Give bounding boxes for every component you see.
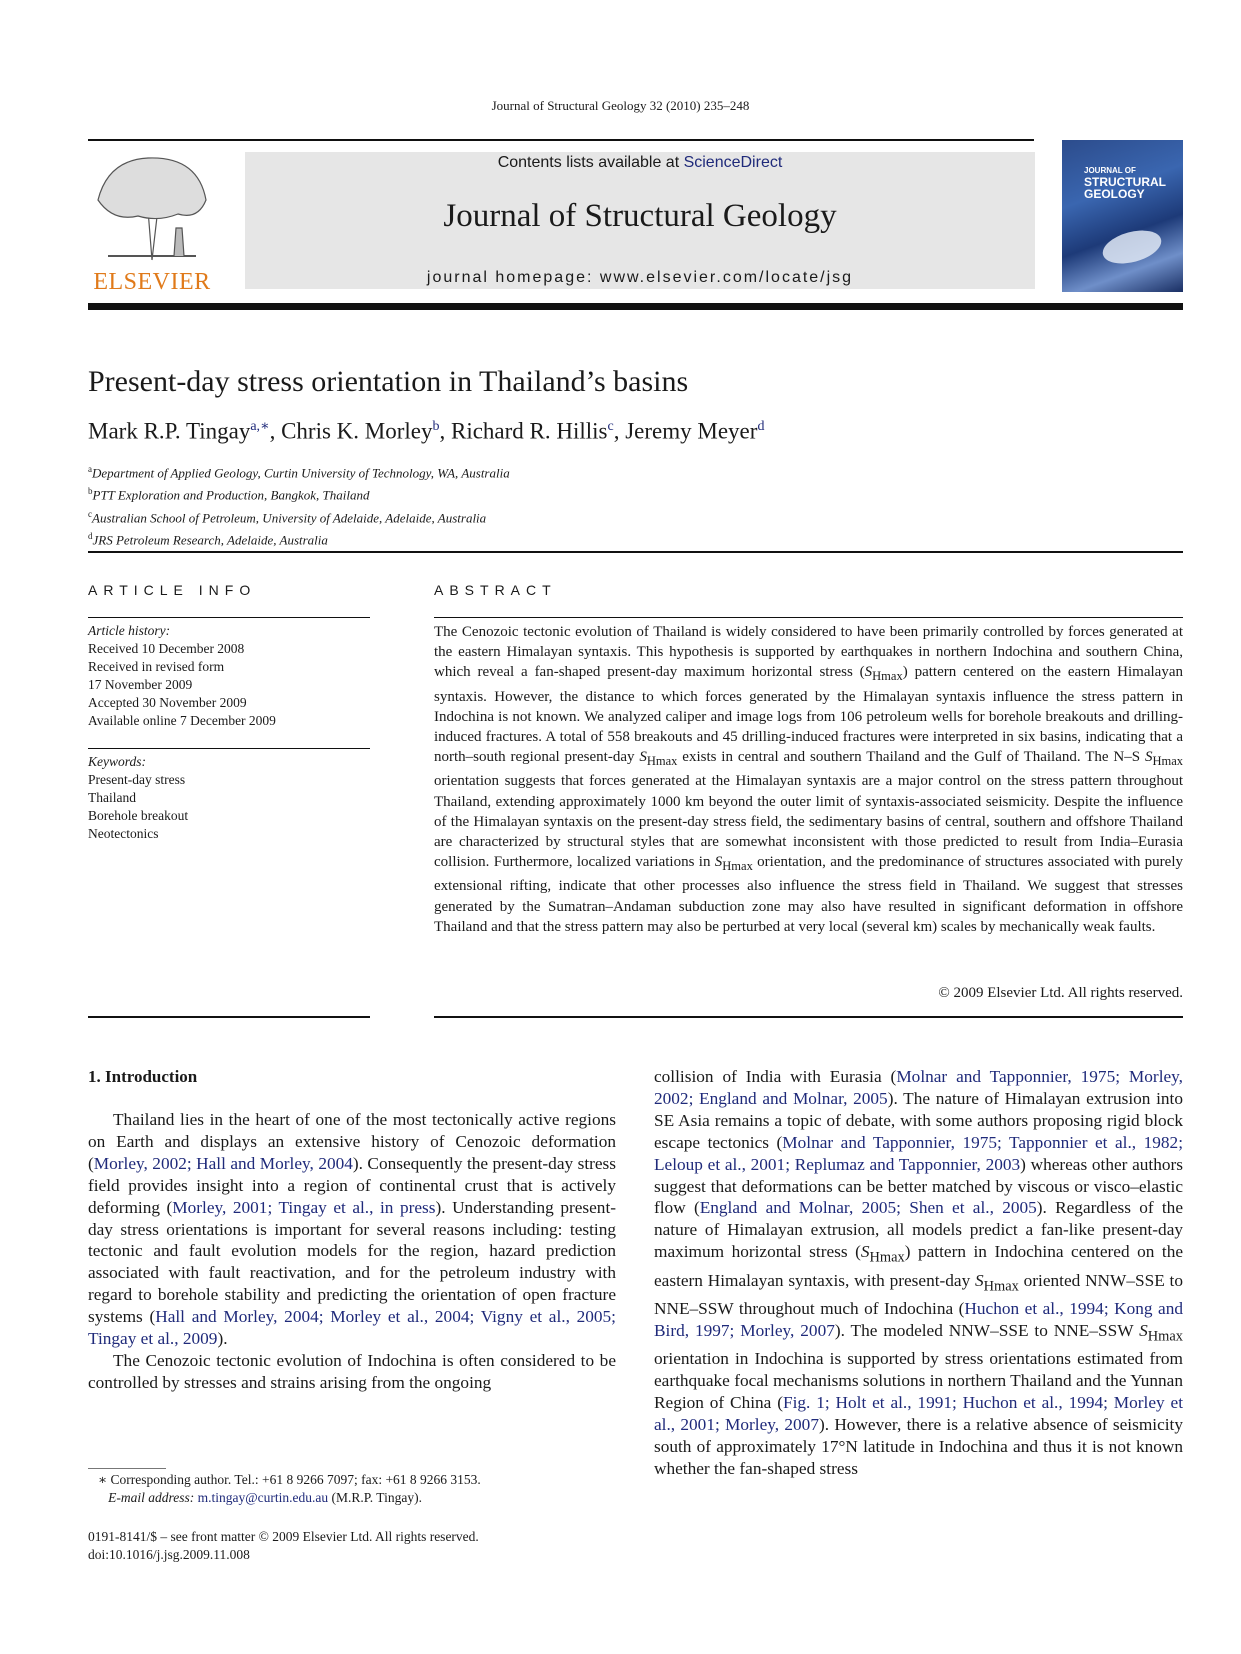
footnote-rule: [88, 1468, 166, 1469]
body-text: ). The nature of Himalayan extrusion into SE Asia remains a topic of debate, with some authors proposing rigid block escape tectonics (: [654, 1088, 1183, 1152]
author-affil-link[interactable]: a,∗: [250, 419, 270, 434]
abstract-text: orientation, and the predominance of structures associated with purely extensional rifting, indicate that other processes also influence the stress field in Thailand. We suggest that stresses generated by the Sumatran–Andaman subduction zone may also have resulted in significant deformation in offshore Thailand and that the stress pattern may also be perturbed at very local (several km) scales by mechanically weak faults.: [434, 854, 1183, 935]
paper-title: Present-day stress orientation in Thailand’s basins: [88, 365, 689, 398]
body-text: oriented NNW–SSE to NNE–SSW throughout much of Indochina (: [654, 1270, 1183, 1318]
shmax-subscript: Hmax: [646, 754, 678, 769]
footnote-line: ∗ Corresponding author. Tel.: +61 8 9266 7097; fax: +61 8 9266 3153.: [98, 1472, 481, 1487]
journal-homepage[interactable]: journal homepage: www.elsevier.com/locate/jsg: [426, 269, 854, 286]
paragraph: [654, 1066, 1183, 1480]
contents-line: [245, 154, 1035, 172]
abstract-text: exists in central and southern Thailand and the Gulf of Thailand. The N–S: [677, 749, 1145, 766]
author-affil-link[interactable]: d: [757, 419, 765, 434]
front-matter: [88, 1528, 479, 1564]
body-text: collision of India with Eurasia (: [654, 1067, 897, 1086]
shmax-subscript: Hmax: [722, 859, 753, 874]
abstract-text: The Cenozoic tectonic evolution of Thailand is widely considered to have been primarily controlled by forces generated at the eastern Himalayan syntaxis. This hypothesis is supported by earthquakes in northern Indochina and southern China, which reveal a fan-shaped present-day maximum horizontal stress (: [434, 624, 1183, 681]
affil-text: Department of Applied Geology, Curtin University of Technology, WA, Australia: [92, 465, 510, 481]
cover-title: [1084, 166, 1166, 200]
front-matter-line: 0191-8141/$ – see front matter © 2009 Elsevier Ltd. All rights reserved.: [88, 1529, 479, 1544]
journal-banner: [245, 152, 1035, 289]
abstract-text: ) pattern centered on the eastern Himalayan syntaxis. However, the distance to which forces generated by the Himalayan syntaxis influence the stress pattern in Indochina is not known. We analyzed caliper and image logs from 106 petroleum wells for borehole breakouts and drilling-induced fractures. A total of 558 breakouts and 45 drilling-induced fractures were interpreted in six basins, indicating that a north–south regional present-day: [434, 664, 1183, 766]
header-thick-rule: [88, 303, 1183, 310]
citation-link[interactable]: Fig. 1; Holt et al., 1991; Huchon et al., 1994; Morley et al., 2001; Morley, 2007: [654, 1393, 1184, 1434]
citation-link[interactable]: Morley, 2002; Hall and Morley, 2004: [93, 1153, 353, 1173]
body-text: orientation in Indochina is supported by stress orientations estimated from earthquake focal mechanisms solutions in northern Thailand and the Yunnan Region of China (: [654, 1349, 1183, 1413]
shmax-symbol: S: [975, 1270, 984, 1290]
abstract-body: [434, 622, 1183, 937]
history-line: Received 10 December 2008: [88, 641, 245, 656]
shmax-symbol: S: [714, 854, 723, 871]
body-text: ). However, there is a relative absence of seismicity south of approximately 17°N latitude in Indochina and thus it is not known whether the fan-shaped stress: [654, 1414, 1183, 1478]
keywords: [88, 753, 188, 843]
abstract-heading: ABSTRACT: [434, 582, 557, 598]
affil-marker: a: [88, 464, 92, 474]
abstract-text: orientation suggests that forces generated at the Himalayan syntaxis are a major control on the stress pattern throughout Thailand, extending approximately 1000 km beyond the outer limit of syntaxis-associated seismicity. Despite the influence of the Himalayan syntaxis on the present-day stress field, the sedimentary basins of central, southern and offshore Thailand are characterized by structural styles that are somewhat inconsistent with those predicted to result from India–Eurasia collision. Furthermore, localized variations in: [434, 773, 1183, 871]
keyword: Borehole breakout: [88, 808, 189, 823]
affil-marker: d: [88, 530, 93, 541]
elsevier-wordmark: ELSEVIER: [93, 269, 211, 295]
author-name: Mark R.P. Tingay: [88, 418, 251, 444]
body-text: ) pattern in Indochina centered on the eastern Himalayan syntaxis, with present-day: [654, 1242, 1184, 1290]
shmax-subscript: Hmax: [1152, 754, 1183, 769]
corresponding-author-footnote: [98, 1471, 481, 1507]
author-affil-link[interactable]: c: [607, 419, 614, 434]
affil-text: PTT Exploration and Production, Bangkok, Thailand: [92, 487, 370, 503]
journal-cover-image: [1062, 140, 1183, 292]
shmax-symbol: S: [1139, 1320, 1148, 1340]
banner-journal-title: Journal of Structural Geology: [443, 198, 837, 234]
body-text: Thailand lies in the heart of one of the most tectonically active regions on Earth and displays an extensive history of Cenozoic deformation (: [88, 1110, 616, 1173]
body-text: ). Regardless of the nature of Himalayan extrusion, all models predict a fan-like present-day maximum horizontal stress (: [654, 1198, 1183, 1262]
affil-marker: b: [88, 486, 93, 497]
doi-link[interactable]: doi:10.1016/j.jsg.2009.11.008: [88, 1547, 250, 1562]
citation-link[interactable]: Huchon et al., 1994; Kong and Bird, 1997; Morley, 2007: [654, 1298, 1183, 1340]
abstract-rule: [434, 1016, 1183, 1018]
body-text: ). The modeled NNW–SSE to NNE–SSW: [834, 1320, 1140, 1340]
history-label: Article history:: [88, 623, 171, 638]
affil-text: JRS Petroleum Research, Adelaide, Australia: [92, 532, 328, 548]
affiliation: [88, 460, 510, 482]
article-history: [88, 622, 276, 730]
history-line: Received in revised form: [88, 659, 225, 674]
history-line: Available online 7 December 2009: [88, 713, 276, 728]
author-name: Chris K. Morley: [281, 418, 433, 444]
section-rule: [88, 551, 1183, 553]
author-list: Mark R.P. Tingay$^{a,∗}$, Chris K. Morley$^b$, Richard R. Hillis$^c$, Jeremy Meyer$^d$: [88, 418, 765, 444]
footnote-email-line: [98, 1489, 481, 1507]
tree-icon: [88, 150, 216, 262]
history-line: Accepted 30 November 2009: [88, 695, 247, 710]
email-link[interactable]: m.tingay@curtin.edu.au: [197, 1490, 329, 1505]
body-text: ). Consequently the present-day stress field provides insight into a region of continental crust that is actively deforming (: [88, 1153, 616, 1217]
body-column-left: [88, 1109, 616, 1394]
citation-link[interactable]: Molnar and Tapponnier, 1975; Morley, 2002; England and Molnar, 2005: [654, 1067, 1183, 1108]
shmax-subscript: Hmax: [869, 1249, 905, 1266]
citation-link[interactable]: Molnar and Tapponnier, 1975; Tapponnier et al., 1982; Leloup et al., 2001; Replumaz and Tapponnier, 2003: [654, 1132, 1183, 1174]
shmax-subscript: Hmax: [1147, 1328, 1183, 1345]
body-text: ) whereas other authors suggest that deformations can be better matched by viscous or visco–elastic flow (: [654, 1154, 1183, 1218]
keyword: Neotectonics: [88, 826, 159, 841]
history-line: 17 November 2009: [88, 677, 193, 692]
author-name: Jeremy Meyer: [625, 418, 758, 444]
journal-citation: Journal of Structural Geology 32 (2010) 235–248: [491, 98, 750, 113]
elsevier-logo: [88, 150, 216, 296]
contents-prefix: Contents lists available at: [497, 154, 684, 171]
abstract-rule: [434, 617, 1183, 618]
section-heading-introduction: 1. Introduction: [88, 1067, 198, 1086]
keyword: Thailand: [88, 790, 136, 805]
article-info-rule: [88, 1016, 370, 1018]
body-text: ). Understanding present-day stress orientations is important for several reasons including: testing tectonic and fault evolution models for the region, hazard prediction associated with fault reactivation, and for the petroleum industry with regard to borehole stability and predicting the orientation of open fracture systems (: [88, 1197, 617, 1327]
cover-line: JOURNAL OF: [1084, 166, 1136, 175]
sciencedirect-link[interactable]: ScienceDirect: [683, 154, 783, 171]
affiliations: [88, 460, 510, 549]
cover-artwork: [1099, 225, 1165, 270]
affiliation: [88, 505, 510, 527]
article-info-heading: ARTICLE INFO: [88, 582, 257, 598]
shmax-symbol: S: [1144, 749, 1153, 766]
body-text: ).: [217, 1329, 228, 1349]
keywords-label: Keywords:: [88, 754, 146, 769]
shmax-symbol: S: [864, 664, 873, 681]
affiliation: [88, 482, 510, 504]
paragraph: [88, 1109, 616, 1350]
header-rule: [88, 139, 1034, 141]
email-label: E-mail address:: [108, 1490, 195, 1505]
article-info-rule: [88, 617, 370, 618]
affiliation: [88, 527, 510, 549]
citation-link[interactable]: Hall and Morley, 2004; Morley et al., 2004; Vigny et al., 2005; Tingay et al., 2009: [88, 1307, 616, 1349]
cover-line: STRUCTURAL: [1084, 175, 1166, 189]
paragraph: The Cenozoic tectonic evolution of Indochina is often considered to be controlled by stresses and strains arising from the ongoing: [88, 1350, 616, 1392]
citation-link[interactable]: England and Molnar, 2005; Shen et al., 2005: [699, 1198, 1037, 1218]
abstract-copyright: © 2009 Elsevier Ltd. All rights reserved.: [938, 985, 1183, 1001]
author-affil-link[interactable]: b: [432, 419, 440, 434]
affil-marker: c: [88, 508, 92, 519]
cover-line: GEOLOGY: [1084, 187, 1145, 201]
keyword: Present-day stress: [88, 772, 186, 787]
shmax-symbol: S: [639, 749, 647, 766]
author-name: Richard R. Hillis: [450, 418, 608, 444]
body-column-right: [654, 1066, 1183, 1480]
shmax-subscript: Hmax: [983, 1278, 1019, 1295]
citation-link[interactable]: Morley, 2001; Tingay et al., in press: [172, 1197, 436, 1217]
article-info-rule: [88, 748, 370, 749]
shmax-symbol: S: [860, 1242, 870, 1262]
shmax-subscript: Hmax: [872, 669, 903, 684]
email-suffix: (M.R.P. Tingay).: [328, 1490, 422, 1505]
affil-text: Australian School of Petroleum, University of Adelaide, Adelaide, Australia: [92, 509, 487, 525]
